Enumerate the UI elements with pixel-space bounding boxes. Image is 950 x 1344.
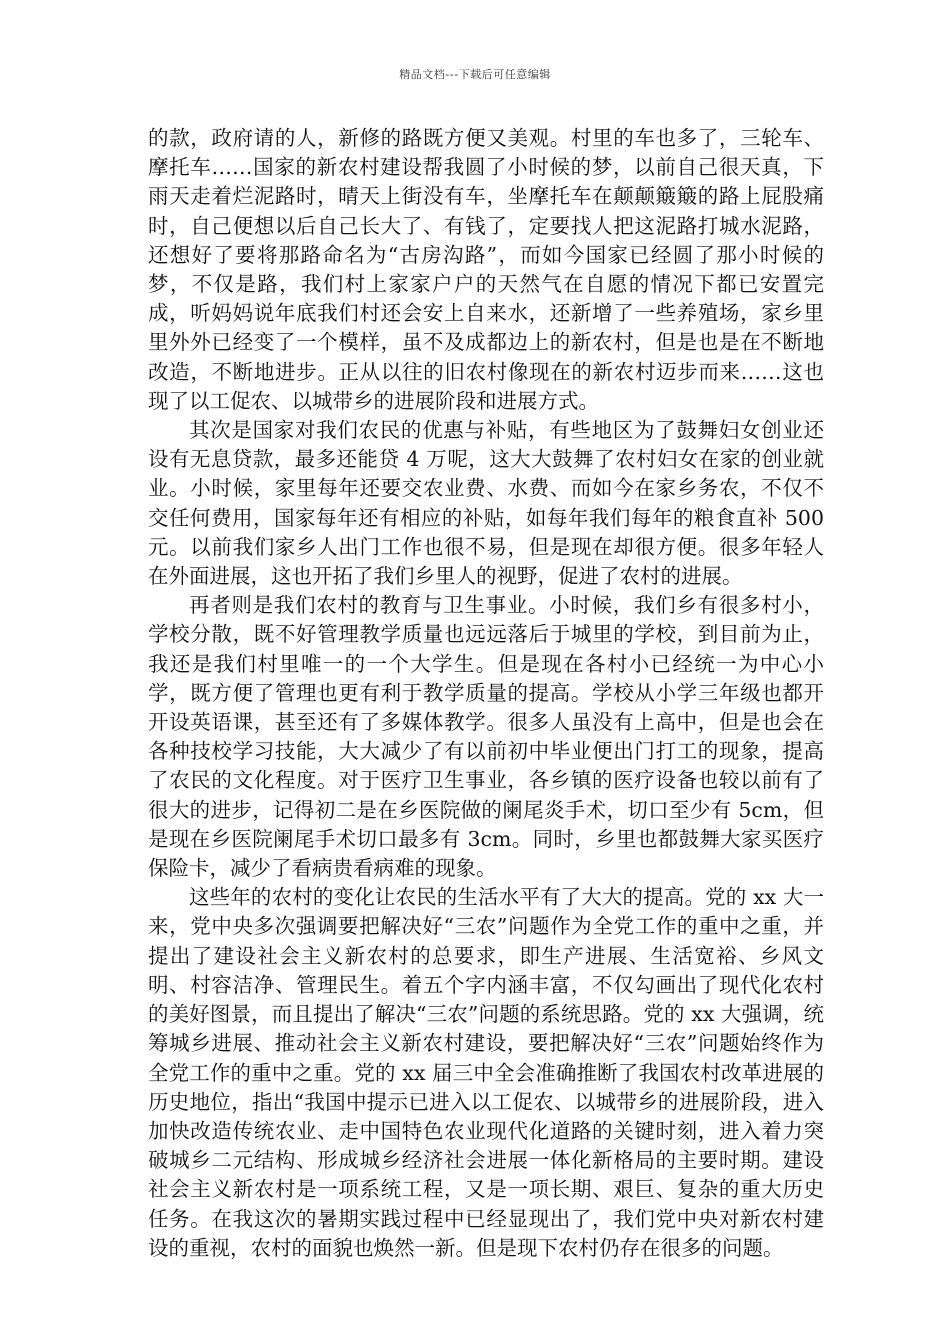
paragraph-1: 的款，政府请的人，新修的路既方便又美观。村里的车也多了，三轮车、摩托车……国家的新农村建设帮我圆了小时候的梦，以前自己很天真，下雨天走着烂泥路时，晴天上街没有车，坐摩托车在颠颠簸簸的路上屁股痛时，自己便想以后自己长大了、有钱了，定要找人把这泥路打城水泥路，还想好了要将那路命名为“古房沟路”，而如今国家已经圆了那小时候的梦，不仅是路，我们村上家家户户的天然气在自愿的情况下都已安置完成，听妈妈说年底我们村还会安上自来水，还新增了一些养殖场，家乡里里外外已经变了一个模样，虽不及成都边上的新农村，但是也是在不断地改造，不断地进步。正从以往的旧农村像现在的新农村迈步而来……这也现了以工促农、以城带乡的进展阶段和进展方式。 [148, 126, 824, 413]
document-body [148, 124, 824, 1263]
paragraph-2: 其次是国家对我们农民的优惠与补贴，有些地区为了鼓舞妇女创业还设有无息贷款，最多还能贷 4 万呢，这大大鼓舞了农村妇女在家的创业就业。小时候，家里每年还要交农业费、水费、而如今在家乡务农，不仅不交任何费用，国家每年还有相应的补贴，如每年我们每年的粮食直补 500 元。以前我们家乡人出门工作也很不易，但是现在却很方便。很多年轻人在外面进展，这也开拓了我们乡里人的视野，促进了农村的进展。 [148, 418, 824, 589]
page-header: 精品文档---下载后可任意编辑 [399, 68, 551, 81]
paragraph-3: 再者则是我们农村的教育与卫生事业。小时候，我们乡有很多村小，学校分散，既不好管理教学质量也远远落后于城里的学校，到目前为止，我还是我们村里唯一的一个大学生。但是现在各村小已经统一为中心小学，既方便了管理也更有利于教学质量的提高。学校从小学三年级也都开开设英语课，甚至还有了多媒体教学。很多人虽没有上高中，但是也会在各种技校学习技能，大大减少了有以前初中毕业便出门打工的现象，提高了农民的文化程度。对于医疗卫生事业，各乡镇的医疗设备也较以前有了很大的进步，记得初二是在乡医院做的阑尾炎手术，切口至少有 5cm，但是现在乡医院阑尾手术切口最多有 3cm。同时，乡里也都鼓舞大家买医疗保险卡，减少了看病贵看病难的现象。 [148, 593, 824, 881]
paragraph-4: 这些年的农村的变化让农民的生活水平有了大大的提高。党的 xx 大一来，党中央多次强调要把解决好“三农”问题作为全党工作的重中之重，并提出了建设社会主义新农村的总要求，即生产进展、生活宽裕、乡风文明、村容洁净、管理民生。着五个字内涵丰富，不仅勾画出了现代化农村的美好图景，而且提出了解决“三农”问题的系统思路。党的 xx 大强调，统筹城乡进展、推动社会主义新农村建设，要把解决好“三农”问题始终作为全党工作的重中之重。党的 xx 届三中全会准确推断了我国农村改革进展的历史地位，指出“我国中提示已进入以工促农、以城带乡的进展阶段，进入加快改造传统农业、走中国特色农业现代化道路的关键时刻，进入着力突破城乡二元结构、形成城乡经济社会进展一体化新格局的主要时期。建设社会主义新农村是一项系统工程，又是一项长期、艰巨、复杂的重大历史任务。在我这次的暑期实践过程中已经显现出了，我们党中央对新农村建设的重视，农村的面貌也焕然一新。但是现下农村仍存在很多的问题。 [148, 885, 824, 1260]
